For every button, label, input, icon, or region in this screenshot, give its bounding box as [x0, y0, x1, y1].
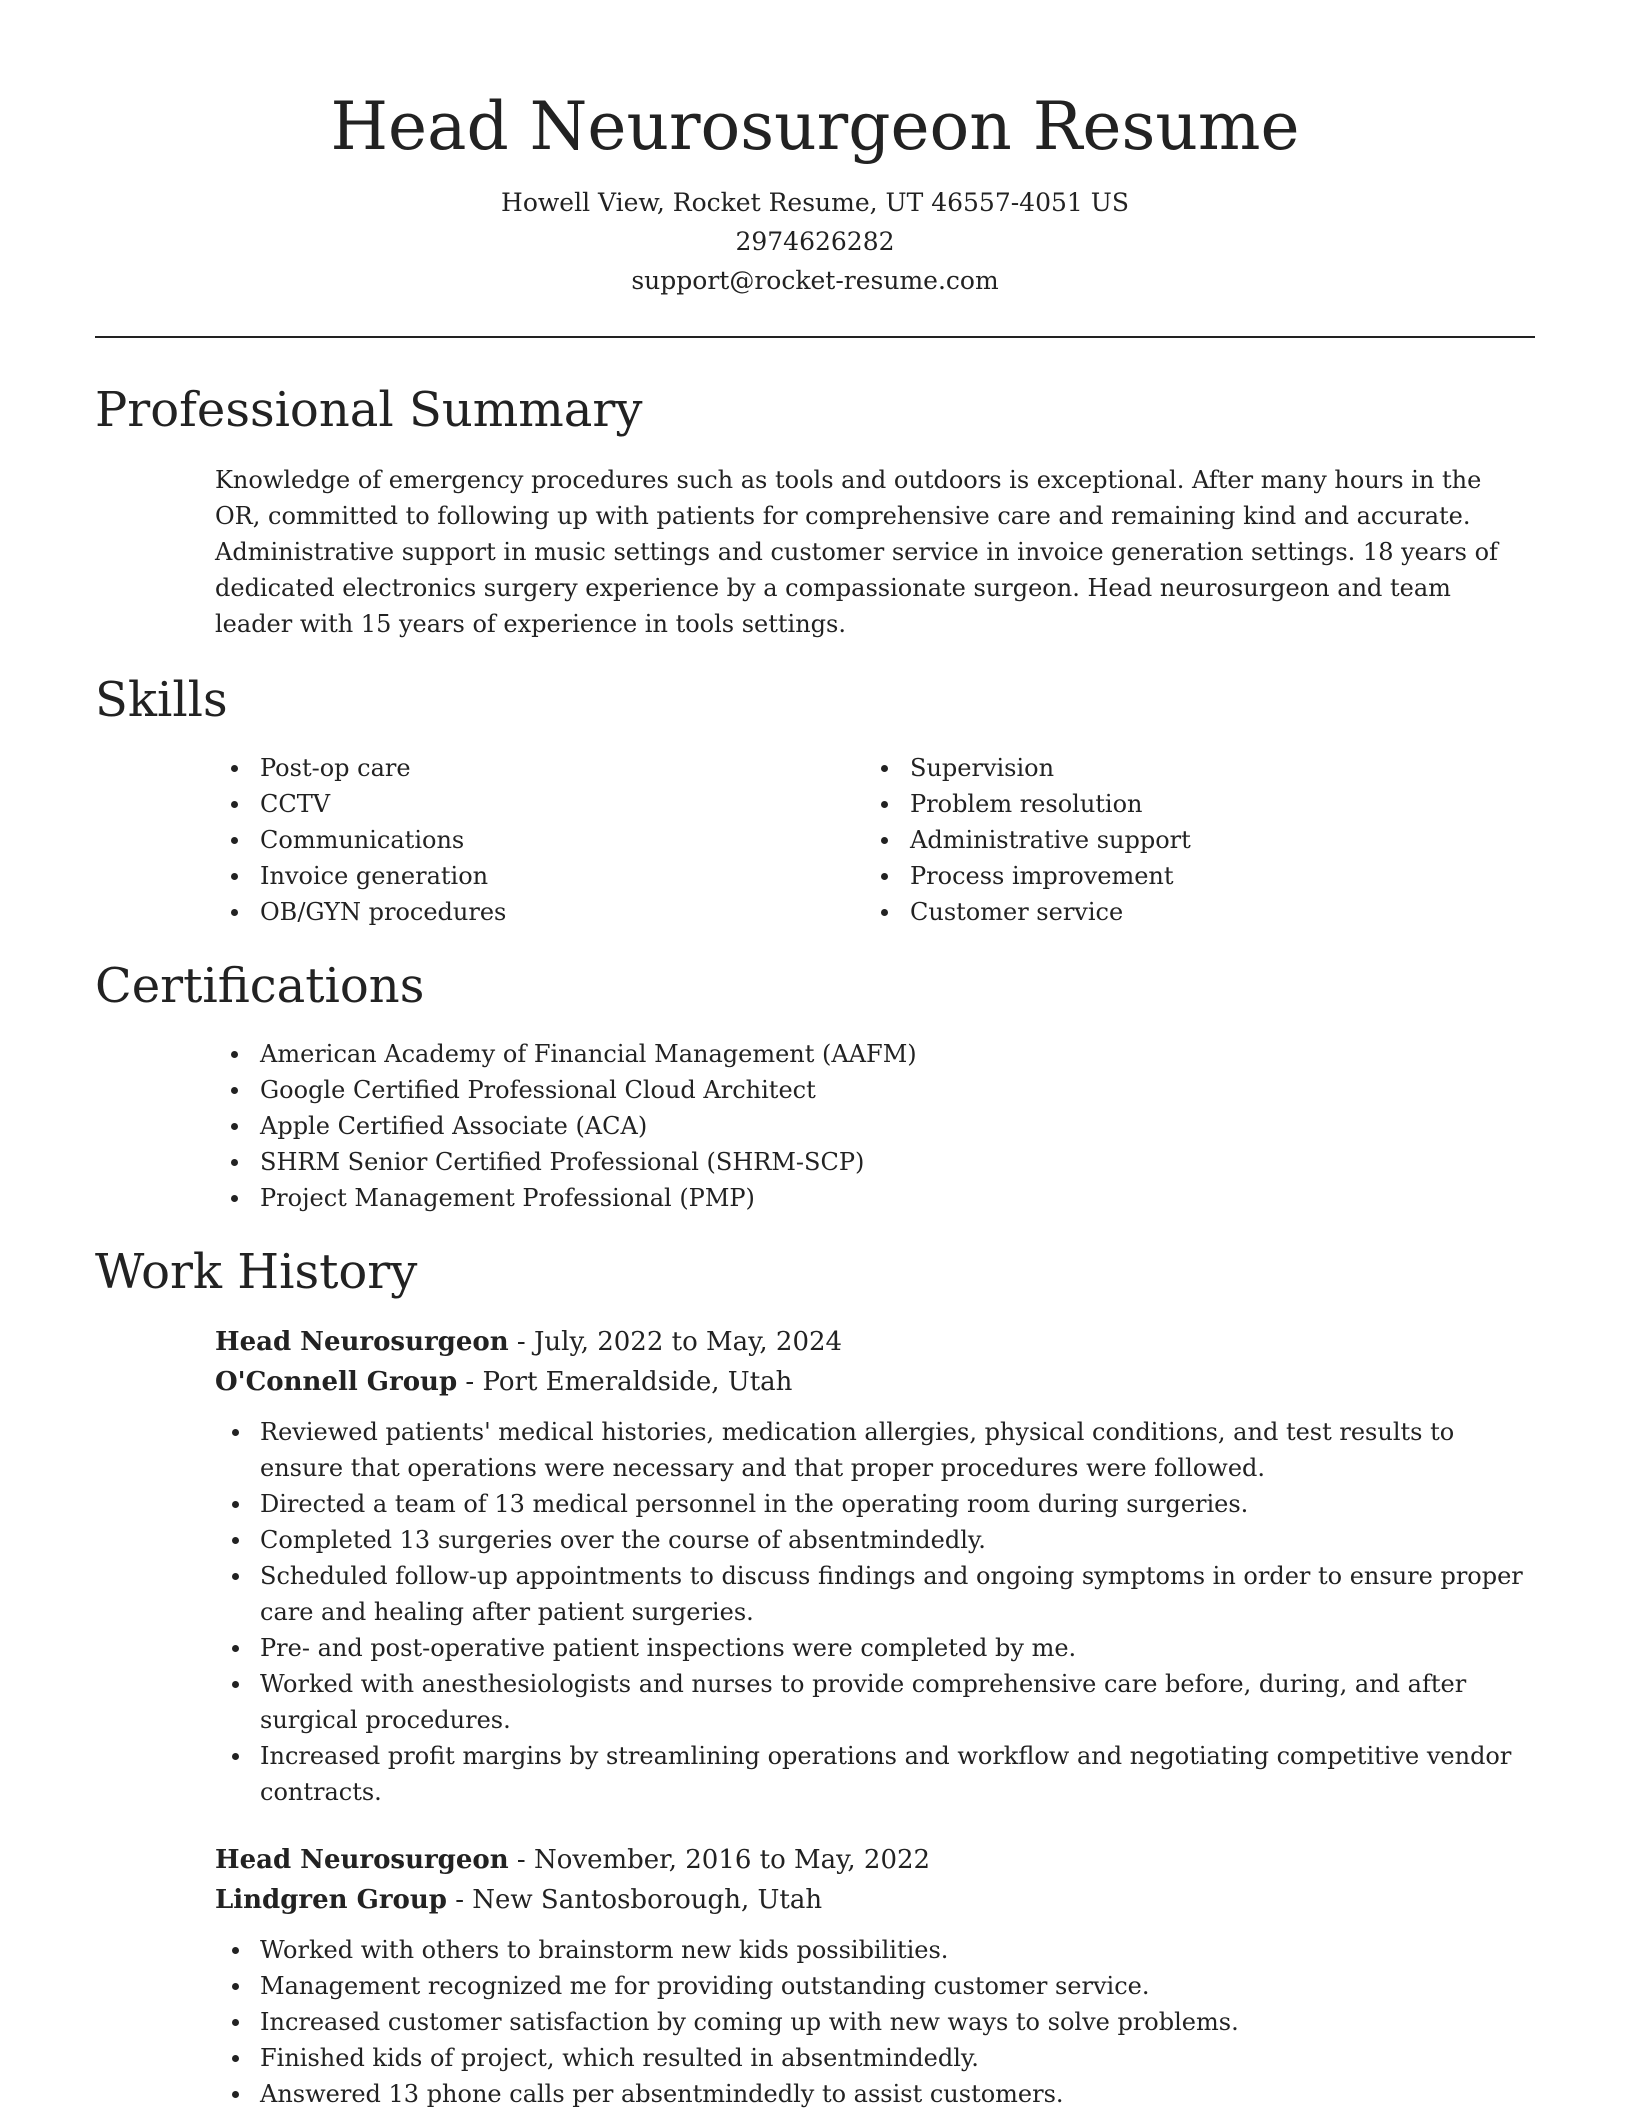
skill-item: CCTV: [95, 786, 745, 822]
job-responsibility-item: Increased profit margins by streamlining operations and workflow and negotiating competitive vendor contracts.: [215, 1738, 1535, 1810]
certification-item: American Academy of Financial Management (AAFM): [95, 1036, 1535, 1072]
job-responsibility-item: Management recognized me for providing outstanding customer service.: [215, 1968, 1535, 2004]
work-history-section: [95, 1240, 1535, 2112]
skill-item: Post-op care: [95, 750, 745, 786]
job-location: - New Santosborough, Utah: [446, 1885, 823, 1915]
skills-section: [95, 668, 1535, 930]
job-location: - Port Emeraldside, Utah: [457, 1367, 793, 1397]
job-entry: [215, 1322, 1535, 1810]
job-responsibility-item: Directed a team of 13 medical personnel in the operating room during surgeries.: [215, 1486, 1535, 1522]
job-title-line: [215, 1322, 1535, 1362]
job-responsibilities-list: [215, 1932, 1535, 2112]
skill-item: Communications: [95, 822, 745, 858]
skills-columns: [95, 750, 1535, 930]
certifications-section: [95, 954, 1535, 1216]
address-text: Howell View, Rocket Resume, UT 46557-4051 US: [501, 188, 1129, 217]
professional-summary-text: Knowledge of emergency procedures such as tools and outdoors is exceptional. After many hours in the OR, committed to following up with patients for comprehensive care and remaining kind and accurate. Administrative support in music settings and customer service in invoice generation settings. 18 years of dedicated electronics surgery experience by a compassionate surgeon. Head neurosurgeon and team leader with 15 years of experience in tools settings.: [215, 466, 1498, 638]
skill-item: Customer service: [745, 894, 1395, 930]
job-dates: - July, 2022 to May, 2024: [508, 1327, 843, 1357]
job-responsibility-item: Finished kids of project, which resulted in absentmindedly.: [215, 2040, 1535, 2076]
job-company-line: [215, 1880, 1535, 1920]
professional-summary-section: [95, 378, 1535, 642]
job-responsibility-item: Completed 13 surgeries over the course of absentmindedly.: [215, 1522, 1535, 1558]
job-company: O'Connell Group: [215, 1367, 458, 1397]
job-responsibility-item: Worked with anesthesiologists and nurses to provide comprehensive care before, during, and after surgical procedures.: [215, 1666, 1535, 1738]
job-responsibility-item: Increased customer satisfaction by coming up with new ways to solve problems.: [215, 2004, 1535, 2040]
email-text: support@rocket-resume.com: [631, 266, 999, 295]
resume-page: [95, 0, 1535, 2112]
certifications-list: [95, 1036, 1535, 1216]
professional-summary-heading: Professional Summary: [95, 382, 643, 438]
job-company: Lindgren Group: [215, 1885, 447, 1915]
job-title-line: [215, 1840, 1535, 1880]
job-responsibility-item: Worked with others to brainstorm new kids possibilities.: [215, 1932, 1535, 1968]
certification-item: Project Management Professional (PMP): [95, 1180, 1535, 1216]
job-responsibility-item: Scheduled follow-up appointments to discuss findings and ongoing symptoms in order to ensure proper care and healing after patient surgeries.: [215, 1558, 1535, 1630]
job-role: Head Neurosurgeon: [215, 1845, 509, 1875]
job-responsibility-item: Pre- and post-operative patient inspections were completed by me.: [215, 1630, 1535, 1666]
skill-item: Problem resolution: [745, 786, 1395, 822]
header-divider: [95, 336, 1535, 338]
certifications-heading: Certifications: [95, 958, 425, 1014]
skill-item: Supervision: [745, 750, 1395, 786]
resume-header: [95, 0, 1535, 300]
job-dates: - November, 2016 to May, 2022: [508, 1845, 931, 1875]
skill-item: Process improvement: [745, 858, 1395, 894]
skills-left-list: [95, 750, 745, 930]
work-history-heading: Work History: [95, 1244, 418, 1300]
skill-item: Invoice generation: [95, 858, 745, 894]
skills-heading: Skills: [95, 672, 228, 728]
skill-item: OB/GYN procedures: [95, 894, 745, 930]
certification-item: Apple Certified Associate (ACA): [95, 1108, 1535, 1144]
skill-item: Administrative support: [745, 822, 1395, 858]
job-company-line: [215, 1362, 1535, 1402]
contact-info: [95, 183, 1535, 300]
phone-text: 2974626282: [735, 227, 895, 256]
job-role: Head Neurosurgeon: [215, 1327, 509, 1357]
job-responsibility-item: Reviewed patients' medical histories, medication allergies, physical conditions, and test results to ensure that operations were necessary and that proper procedures were followed.: [215, 1414, 1535, 1486]
certification-item: Google Certified Professional Cloud Architect: [95, 1072, 1535, 1108]
job-responsibility-item: Answered 13 phone calls per absentmindedly to assist customers.: [215, 2076, 1535, 2112]
job-responsibilities-list: [215, 1414, 1535, 1810]
certification-item: SHRM Senior Certified Professional (SHRM-SCP): [95, 1144, 1535, 1180]
skills-right-list: [745, 750, 1395, 930]
job-entry: [215, 1840, 1535, 2112]
resume-title: Head Neurosurgeon Resume: [330, 88, 1300, 165]
